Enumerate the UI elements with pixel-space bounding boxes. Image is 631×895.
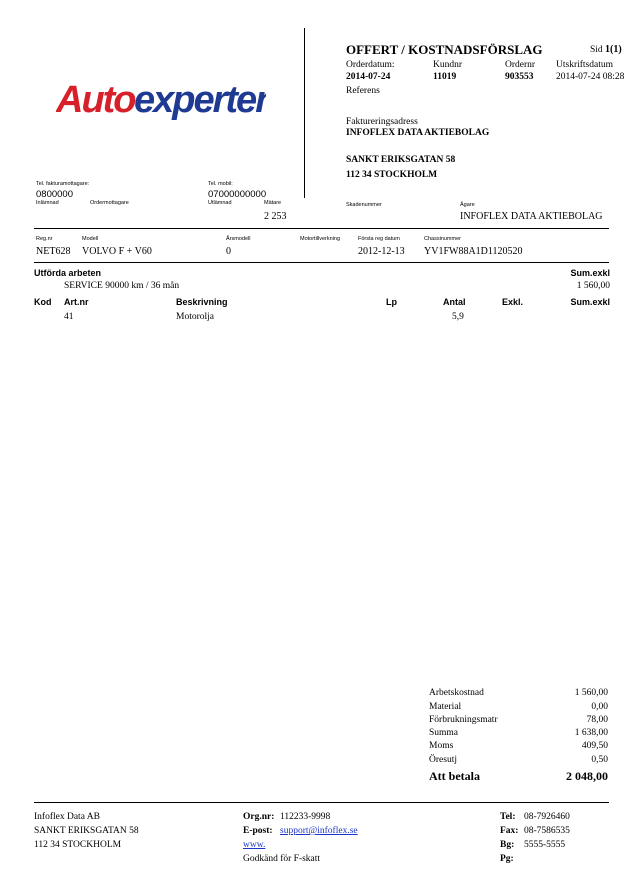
forsta-reg-label: Första reg datum (358, 236, 400, 242)
motor-label: Motortillverkning (300, 236, 341, 242)
bg-label: Bg: (500, 840, 515, 850)
forsta-reg-value: 2012-12-13 (358, 246, 405, 257)
page-label: Sid (590, 45, 603, 55)
work-sum-label: Sum.exkl (570, 268, 610, 278)
material-label: Material (429, 702, 462, 712)
row-antal: 5,9 (452, 312, 464, 322)
ordermottagare-label: Ordermottagare (90, 200, 129, 206)
regnr-value: NET628 (36, 246, 71, 257)
agare-value: INFOFLEX DATA AKTIEBOLAG (460, 211, 603, 222)
divider-line (34, 262, 609, 263)
fax-label: Fax: (500, 826, 519, 836)
tel-label: Tel: (500, 812, 516, 822)
website-link[interactable]: www. (243, 840, 266, 850)
tel-value: 08-7926460 (524, 812, 570, 822)
col-kod: Kod (34, 297, 52, 307)
col-beskrivning: Beskrivning (176, 297, 228, 307)
work-section-label: Utförda arbeten (34, 268, 102, 278)
att-betala-value: 2 048,00 (566, 769, 608, 783)
divider-line (34, 228, 609, 229)
faktura-name: INFOFLEX DATA AKTIEBOLAG (346, 128, 490, 138)
chassi-label: Chassinummer (424, 236, 461, 242)
pg-label: Pg: (500, 854, 514, 864)
tel-mobil-value: 07000000000 (208, 189, 267, 200)
col-exkl: Exkl. (502, 297, 524, 307)
orderdatum-label: Orderdatum: (346, 60, 395, 70)
header-divider (304, 28, 305, 198)
svg-text:Auto: Auto (56, 80, 135, 120)
arbetskostnad-label: Arbetskostnad (429, 688, 484, 698)
service-sum: 1 560,00 (576, 281, 610, 291)
footer-divider (34, 802, 609, 803)
col-lp: Lp (386, 297, 397, 307)
footer-company: Infoflex Data AB (34, 812, 100, 822)
fax-value: 08-7586535 (524, 826, 570, 836)
regnr-label: Reg.nr (36, 236, 53, 242)
att-betala-label: Att betala (429, 769, 480, 783)
kundnr-label: Kundnr (433, 60, 463, 70)
orderdatum-value: 2014-07-24 (346, 72, 391, 82)
email-link[interactable]: support@infoflex.se (280, 826, 358, 836)
epost-label: E-post: (243, 826, 273, 836)
skadenummer-label: Skadenummer (346, 202, 382, 208)
footer-city: 112 34 STOCKHOLM (34, 840, 122, 850)
autoexperten-logo-icon (56, 80, 266, 120)
utskrift-label: Utskriftsdatum (556, 60, 613, 70)
matare-value: 2 253 (264, 211, 287, 222)
modell-value: VOLVO F + V60 (82, 246, 152, 257)
summa-label: Summa (429, 728, 459, 738)
matare-label: Mätare (264, 200, 282, 206)
ordernr-value: 903553 (505, 72, 534, 82)
row-artnr: 41 (64, 312, 74, 322)
oresutj-value: 0,50 (591, 755, 608, 765)
referens-label: Referens (346, 86, 380, 96)
col-antal: Antal (443, 297, 466, 307)
fskatt-text: Godkänd för F-skatt (243, 854, 321, 864)
oresutj-label: Öresutj (429, 755, 457, 765)
faktura-label: Faktureringsadress (346, 117, 418, 127)
service-text: SERVICE 90000 km / 36 mån (64, 281, 180, 291)
forbrukning-value: 78,00 (586, 715, 608, 725)
utlamnad-label: Utlämnad (208, 200, 232, 206)
forbrukning-label: Förbrukningsmatr (429, 715, 498, 725)
document-title: OFFERT / KOSTNADSFÖRSLAG (346, 42, 543, 57)
bg-value: 5555-5555 (524, 840, 566, 850)
col-sum: Sum.exkl (570, 297, 610, 307)
tel-faktura-value: 0800000 (36, 189, 73, 200)
page-number: 1(1) (605, 44, 622, 55)
moms-value: 409,50 (581, 741, 608, 751)
kundnr-value: 11019 (433, 72, 457, 82)
modell-label: Modell (82, 236, 99, 242)
utskrift-value: 2014-07-24 08:28 (556, 72, 625, 82)
inlamnad-label: Inlämnad (36, 200, 59, 206)
arsmodell-value: 0 (226, 246, 231, 257)
footer-street: SANKT ERIKSGATAN 58 (34, 826, 139, 836)
orgnr-label: Org.nr: (243, 812, 275, 822)
chassi-value: YV1FW88A1D1120520 (424, 246, 523, 257)
faktura-city: 112 34 STOCKHOLM (346, 170, 438, 180)
tel-faktura-label: Tel. fakturamottagare: (36, 181, 90, 187)
svg-text:experten: experten (134, 80, 266, 120)
moms-label: Moms (429, 741, 454, 751)
row-beskrivning: Motorolja (176, 312, 214, 322)
summa-value: 1 638,00 (574, 728, 608, 738)
arbetskostnad-value: 1 560,00 (574, 688, 608, 698)
company-logo (56, 80, 266, 125)
material-value: 0,00 (591, 702, 608, 712)
faktura-street: SANKT ERIKSGATAN 58 (346, 155, 456, 165)
arsmodell-label: Årsmodell (226, 236, 251, 242)
orgnr-value: 112233-9998 (280, 812, 331, 822)
ordernr-label: Ordernr (505, 60, 536, 70)
col-artnr: Art.nr (64, 297, 89, 307)
tel-mobil-label: Tel. mobil: (208, 181, 233, 187)
agare-label: Ägare (460, 202, 475, 208)
